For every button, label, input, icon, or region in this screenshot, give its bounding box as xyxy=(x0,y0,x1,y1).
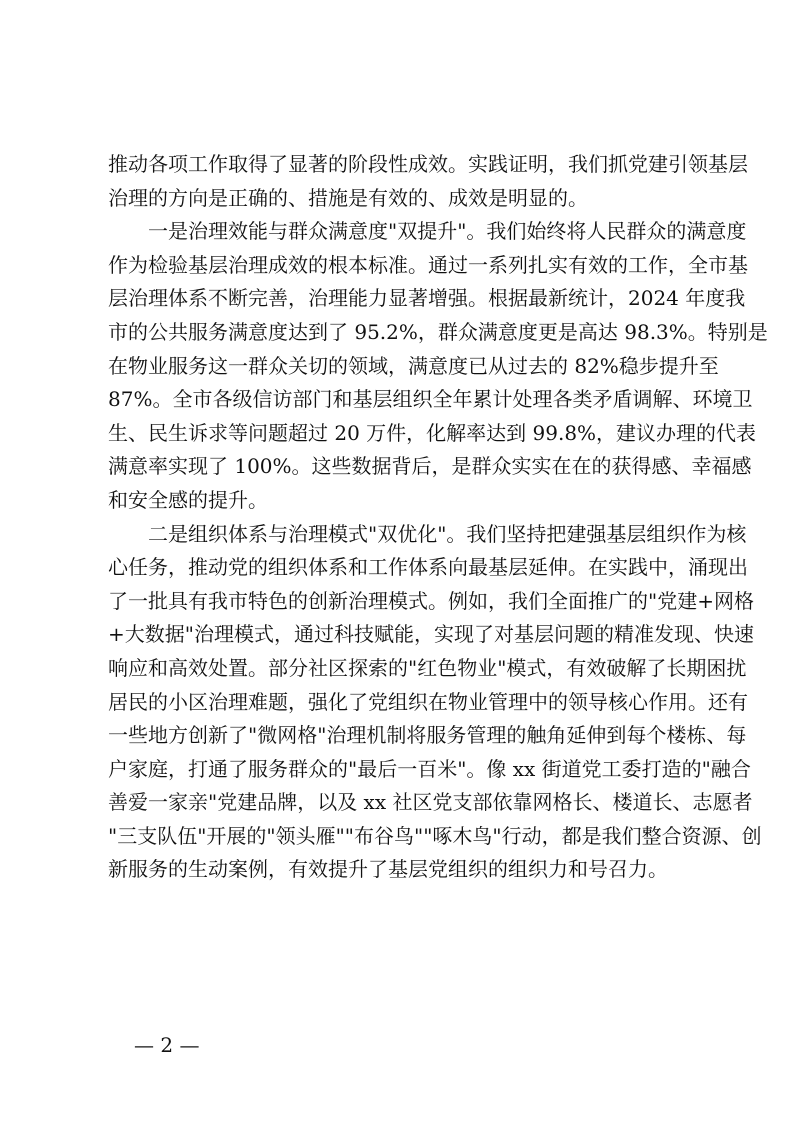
text-line: 户家庭，打通了服务群众的"最后一百米"。像 xx 街道党工委打造的"融合 xyxy=(108,756,751,781)
text-line: 作为检验基层治理成效的根本标准。通过一系列扎实有效的工作，全市基 xyxy=(108,252,748,277)
text-line: 治理的方向是正确的、措施是有效的、成效是明显的。 xyxy=(108,185,588,210)
text-line: 了一批具有我市特色的创新治理模式。例如，我们全面推广的"党建+网格 xyxy=(108,588,754,613)
text-line: 87%。全市各级信访部门和基层组织全年累计处理各类矛盾调解、环境卫 xyxy=(108,387,753,412)
text-line: 和安全感的提升。 xyxy=(108,487,268,512)
text-line: 新服务的生动案例，有效提升了基层党组织的组织力和号召力。 xyxy=(108,857,668,882)
text-line: 心任务，推动党的组织体系和工作体系向最基层延伸。在实践中，涌现出 xyxy=(108,555,748,580)
paragraph-heading-line: 二是组织体系与治理模式"双优化"。我们坚持把建强基层组织作为核 xyxy=(148,521,747,546)
text-line: 层治理体系不断完善，治理能力显著增强。根据最新统计，2024 年度我 xyxy=(108,286,746,311)
text-line: 善爱一家亲"党建品牌，以及 xx 社区党支部依靠网格长、楼道长、志愿者 xyxy=(108,790,753,815)
paragraph-heading-line: 一是治理效能与群众满意度"双提升"。我们始终将人民群众的满意度 xyxy=(148,219,747,244)
text-line: 市的公共服务满意度达到了 95.2%，群众满意度更是高达 98.3%。特别是 xyxy=(108,319,768,344)
text-line: 在物业服务这一群众关切的领域，满意度已从过去的 82%稳步提升至 xyxy=(108,353,719,378)
page-number: — 2 — xyxy=(134,1033,200,1057)
text-line: +大数据"治理模式，通过科技赋能，实现了对基层问题的精准发现、快速 xyxy=(108,622,754,647)
text-line: 生、民生诉求等问题超过 20 万件，化解率达到 99.8%，建议办理的代表 xyxy=(108,420,757,445)
text-line: 响应和高效处置。部分社区探索的"红色物业"模式，有效破解了长期困扰 xyxy=(108,655,747,680)
text-line: 一些地方创新了"微网格"治理机制将服务管理的触角延伸到每个楼栋、每 xyxy=(108,723,747,748)
text-line: "三支队伍"开展的"领头雁""布谷鸟""啄木鸟"行动，都是我们整合资源、创 xyxy=(108,823,762,848)
text-line: 居民的小区治理难题，强化了党组织在物业管理中的领导核心作用。还有 xyxy=(108,689,748,714)
text-line: 推动各项工作取得了显著的阶段性成效。实践证明，我们抓党建引领基层 xyxy=(108,152,748,176)
text-line: 满意率实现了 100%。这些数据背后，是群众实实在在的获得感、幸福感 xyxy=(108,454,752,479)
body-text xyxy=(108,148,768,887)
